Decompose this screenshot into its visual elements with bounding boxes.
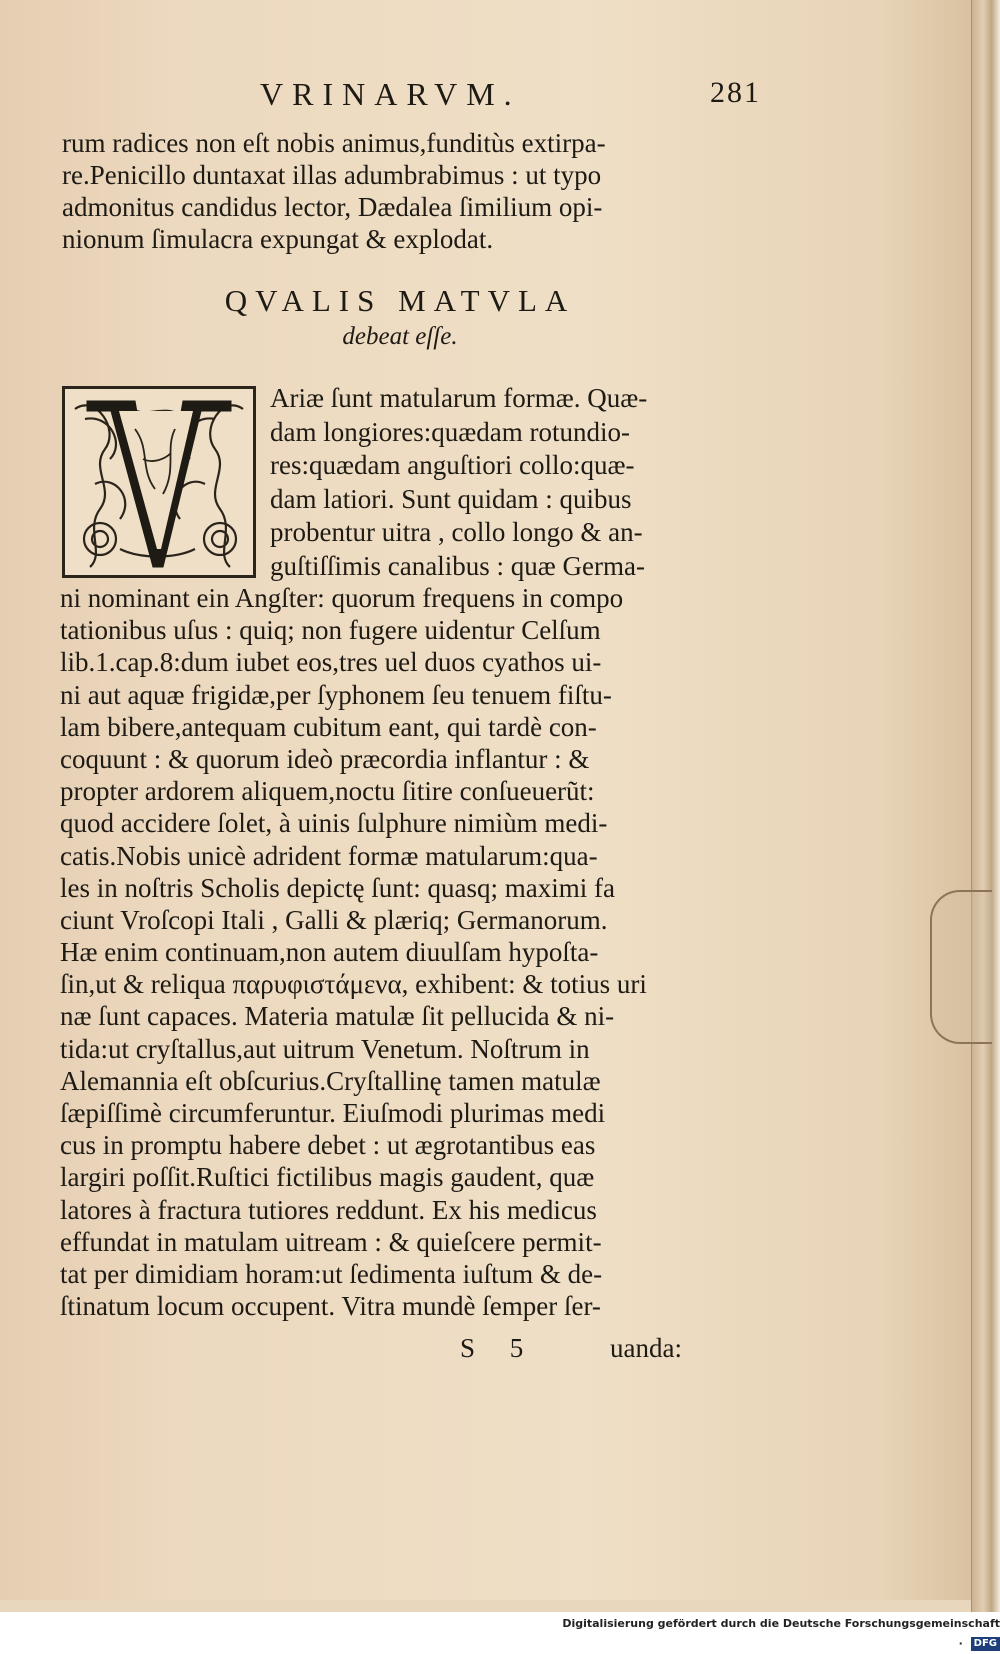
signature-mark: S 5 — [460, 1333, 538, 1363]
text-line: ciunt Vroſcopi Itali , Galli & plæriq; Germanorum. — [60, 904, 608, 935]
page-number: 281 — [710, 76, 761, 109]
decorated-initial-v — [62, 386, 256, 578]
credit-text: Digitalisierung gefördert durch die Deutsche Forschungsgemeinschaft · — [562, 1617, 1000, 1650]
running-title: VRINARVM. — [260, 76, 521, 112]
wrapped-lines — [270, 382, 730, 583]
text-line: Alemannia eſt obſcurius.Cryſtallinę tamen matulæ — [60, 1065, 601, 1096]
text-line: ſin,ut & reliqua παρυφιστάμενα, exhibent: & totius uri — [60, 969, 647, 1000]
text-line: quod accidere ſolet, à uinis ſulphure nimiùm medi- — [60, 808, 608, 839]
text-line: næ ſunt capaces. Materia matulæ ſit pellucida & ni- — [60, 1001, 615, 1032]
dfg-logo: DFG — [971, 1637, 1000, 1651]
text-line: tationibus uſus : quiq; non fugere uidentur Celſum — [60, 615, 601, 646]
text-line: ſæpiſſimè circumferuntur. Eiuſmodi plurimas medi — [60, 1098, 606, 1128]
page-tab-mark — [930, 890, 992, 1044]
text-line: les in noſtris Scholis depictę ſunt: quasq; maximi fa — [60, 872, 615, 903]
body-paragraph — [60, 582, 728, 1322]
text-line: largiri poſſit.Ruſtici fictilibus magis gaudent, quæ — [60, 1162, 595, 1193]
page-edges — [971, 0, 1000, 1612]
text-line: dam longiores:quædam rotundio- — [270, 416, 630, 447]
page-footer — [460, 1333, 760, 1365]
text-line: tida:ut cryſtallus,aut uitrum Venetum. Noſtrum in — [60, 1033, 590, 1064]
text-line: re.Penicillo duntaxat illas adumbrabimus : ut typo — [62, 160, 602, 190]
text-line: tat per dimidiam horam:ut ſedimenta iuſtum & de- — [60, 1258, 603, 1289]
text-line: ſtinatum locum occupent. Vitra mundè ſemper ſer- — [60, 1291, 601, 1322]
text-line: probentur uitra , collo longo & an- — [270, 517, 643, 547]
text-line: propter ardorem aliquem,noctu ſitire conſueuerũt: — [60, 776, 595, 807]
intro-paragraph — [62, 127, 730, 255]
text-line: res:quædam anguſtiori collo:quæ- — [270, 450, 635, 480]
text-line: cus in promptu habere debet : ut ægrotantibus eas — [60, 1130, 596, 1161]
text-line: Hæ enim continuam,non autem diuulſam hypoſta- — [60, 937, 599, 968]
section-subtitle: debeat eſſe. — [342, 323, 458, 350]
text-line: coquunt : & quorum ideò præcordia inflantur : & — [60, 743, 590, 774]
decorated-initial-ornament — [65, 389, 253, 575]
text-line: rum radices non eſt nobis animus,funditùs extirpa- — [62, 128, 606, 158]
text-line: lib.1.cap.8:dum iubet eos,tres uel duos cyathos ui- — [60, 647, 602, 678]
text-line: nionum ſimulacra expungat & explodat. — [62, 224, 494, 254]
text-line: dam latiori. Sunt quidam : quibus — [270, 483, 632, 514]
text-line: admonitus candidus lector, Dædalea ſimilium opi- — [62, 192, 603, 222]
text-line: ni aut aquæ frigidæ,per ſyphonem ſeu tenuem fiſtu- — [60, 679, 612, 710]
digitization-credit — [560, 1614, 1000, 1650]
text-line: effundat in matulam uitream : & quieſcere permit- — [60, 1226, 602, 1257]
section-title: QVALIS MATVLA — [224, 283, 576, 318]
section-heading — [190, 282, 610, 352]
text-line: lam bibere,antequam cubitum eant, qui tardè con- — [60, 711, 597, 742]
text-line: Ariæ ſunt matularum formæ. Quæ- — [270, 383, 648, 413]
text-line: latores à fractura tutiores reddunt. Ex his medicus — [60, 1194, 597, 1225]
text-line: ni nominant ein Angſter: quorum frequens in compo — [60, 583, 624, 613]
catchword: uanda: — [610, 1333, 682, 1363]
text-line: guſtiſſimis canalibus : quæ Germa- — [270, 550, 645, 581]
text-line: catis.Nobis unicè adrident formæ matularum:qua- — [60, 840, 598, 871]
